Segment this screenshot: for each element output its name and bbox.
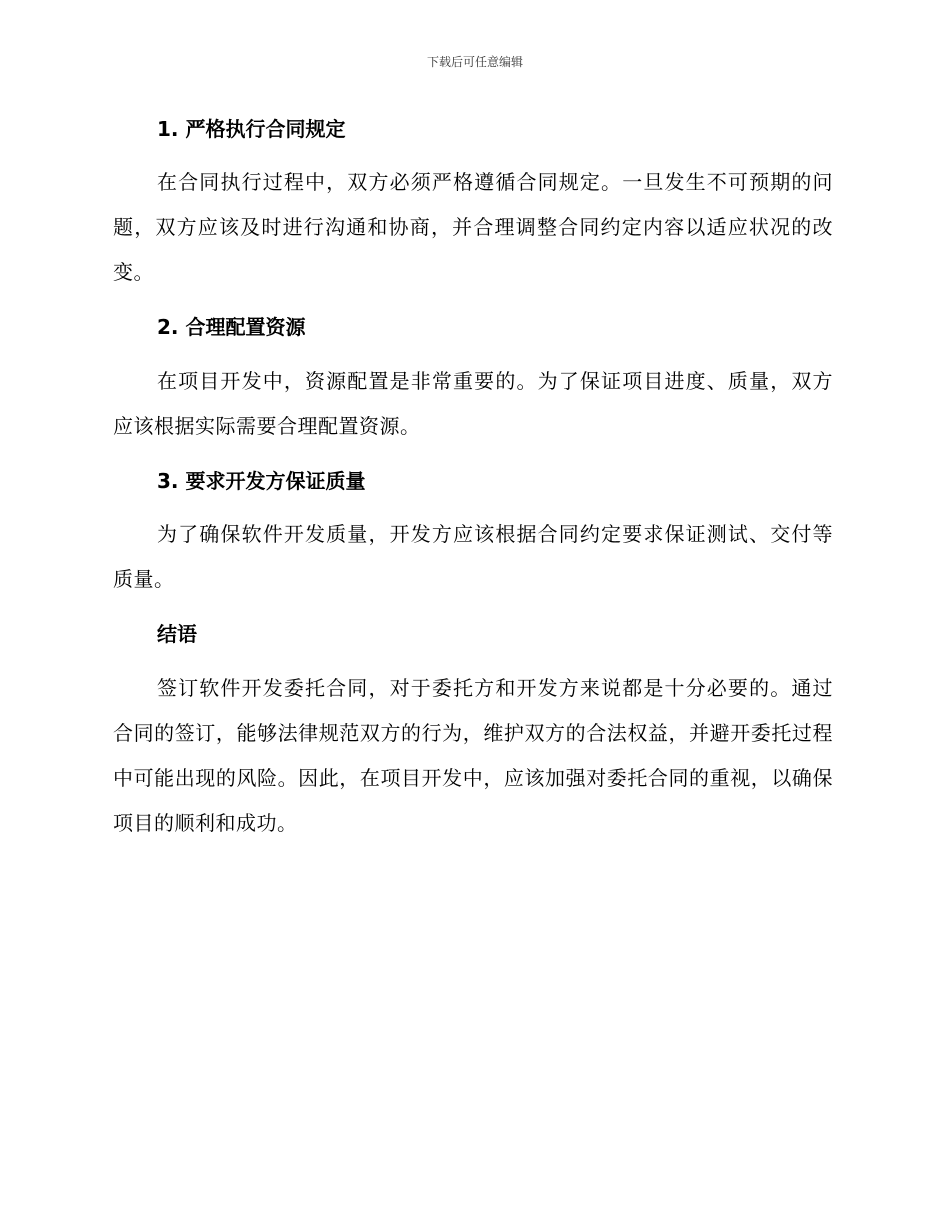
conclusion-paragraph: 签订软件开发委托合同，对于委托方和开发方来说都是十分必要的。通过合同的签订，能够法律规范双方的行为，维护双方的合法权益，并避开委托过程中可能出现的风险。因此，在项目开发中，应该加强对委托合同的重视，以确保项目的顺利和成功。 [113, 676, 833, 835]
section-paragraph-1: 在合同执行过程中，双方必须严格遵循合同规定。一旦发生不可预期的问题，双方应该及时进行沟通和协商，并合理调整合同约定内容以适应状况的改变。 [113, 170, 833, 284]
section-heading-2: 2. 合理配置资源 [157, 315, 306, 339]
conclusion-heading: 结语 [157, 622, 197, 646]
section-heading-1: 1. 严格执行合同规定 [157, 117, 346, 141]
page-header: 下载后可任意编辑 [426, 55, 523, 69]
section-paragraph-2: 在项目开发中，资源配置是非常重要的。为了保证项目进度、质量，双方应该根据实际需要合理配置资源。 [113, 369, 833, 438]
section-paragraph-3: 为了确保软件开发质量，开发方应该根据合同约定要求保证测试、交付等质量。 [113, 522, 833, 591]
section-heading-3: 3. 要求开发方保证质量 [157, 469, 366, 493]
